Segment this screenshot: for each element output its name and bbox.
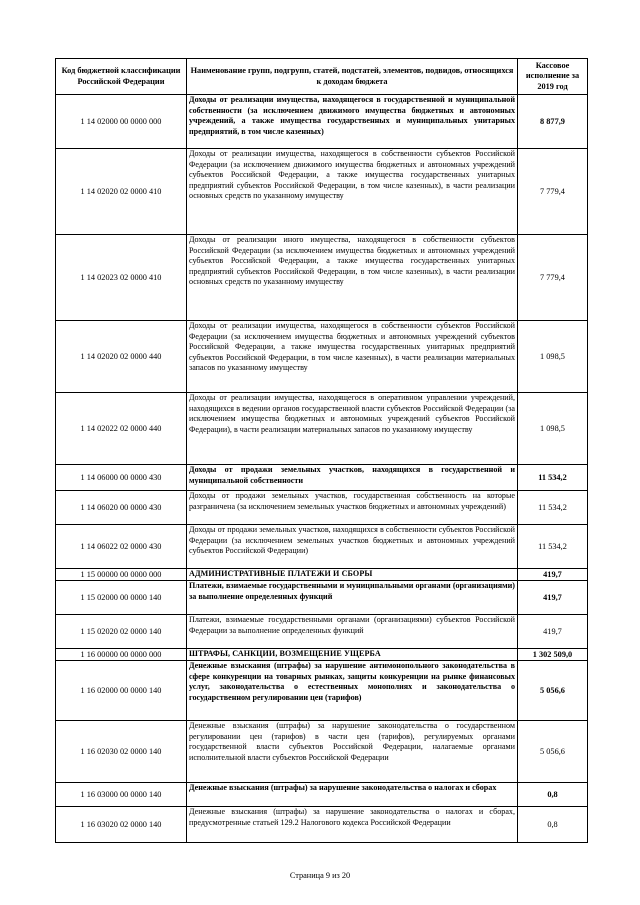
- row-sum: 11 534,2: [518, 525, 588, 569]
- row-sum: 1 302 509,0: [518, 649, 588, 661]
- row-name-text: Доходы от реализации имущества, находящегося в собственности субъектов Российской Федерации (за исключением имущества бюджетных и автономных учреждений субъектов Российской Федерации, а также имущества государственных унитарных предприятий субъектов Российской Федерации, в том числе казенных), в части реализации материальных запасов по указанному имуществу: [189, 321, 515, 373]
- row-name-text: Денежные взыскания (штрафы) за нарушение законодательства о налогах и сборах, предусмотренные статьей 129.2 Налогового кодекса Российской Федерации: [189, 807, 515, 827]
- table-row: [56, 95, 588, 149]
- row-sum: 0,8: [518, 783, 588, 807]
- table-row: [56, 721, 588, 783]
- table-row: [56, 807, 588, 843]
- row-sum: 7 779,4: [518, 235, 588, 321]
- row-code: 1 14 06020 00 0000 430: [56, 491, 187, 525]
- row-name: [187, 393, 518, 465]
- row-sum: 8 877,9: [518, 95, 588, 149]
- row-name: [187, 525, 518, 569]
- row-name-text: Доходы от продажи земельных участков, государственная собственность на которые разграничена (за исключением земельных участков бюджетных и автономных учреждений): [189, 491, 515, 511]
- header-name: Наименование групп, подгрупп, статей, подстатей, элементов, подвидов, относящихся к доходам бюджета: [187, 59, 518, 95]
- table-row: [56, 149, 588, 235]
- row-code: 1 14 02000 00 0000 000: [56, 95, 187, 149]
- table-row: [56, 649, 588, 661]
- row-code: 1 16 03000 00 0000 140: [56, 783, 187, 807]
- row-code: 1 16 03020 02 0000 140: [56, 807, 187, 843]
- row-sum: 5 056,6: [518, 721, 588, 783]
- row-name: [187, 783, 518, 807]
- row-sum: 1 098,5: [518, 393, 588, 465]
- row-code: 1 14 02020 02 0000 440: [56, 321, 187, 393]
- table-row: [56, 393, 588, 465]
- row-sum: 419,7: [518, 581, 588, 615]
- budget-revenue-table: [55, 58, 588, 843]
- row-code: 1 14 02022 02 0000 440: [56, 393, 187, 465]
- row-name: [187, 491, 518, 525]
- row-name: [187, 807, 518, 843]
- row-name: [187, 321, 518, 393]
- row-sum: 419,7: [518, 615, 588, 649]
- row-code: 1 14 06022 02 0000 430: [56, 525, 187, 569]
- row-name: [187, 235, 518, 321]
- table-row: [56, 569, 588, 581]
- row-name-text: Денежные взыскания (штрафы) за нарушение законодательства о государственном регулировании цен (тарифов) в части цен (тарифов), регулируемых органами государственной власти субъектов Российской Федерации, налагаемые органами исполнительной власти субъектов Российской Федерации: [189, 721, 515, 762]
- row-name-text: ШТРАФЫ, САНКЦИИ, ВОЗМЕЩЕНИЕ УЩЕРБА: [189, 649, 381, 659]
- row-sum: 0,8: [518, 807, 588, 843]
- row-name-text: Доходы от реализации имущества, находящегося в оперативном управлении учреждений, находящихся в ведении органов государственной власти субъектов Российской Федерации (за исключением имущества бюджетных и автономных учреждений субъектов Российской Федерации), в части реализации материальных запасов по указанному имуществу: [189, 393, 515, 434]
- row-name-text: Доходы от продажи земельных участков, находящихся в государственной и муниципальной собственности: [189, 465, 515, 485]
- header-code: Код бюджетной классификации Российской Федерации: [56, 59, 187, 95]
- row-name-text: Доходы от реализации имущества, находящегося в государственной и муниципальной собственности (за исключением движимого имущества бюджетных и автономных учреждений, а также имущества государственных и муниципальных унитарных предприятий, в том числе казенных): [189, 95, 515, 136]
- table-row: [56, 581, 588, 615]
- row-sum: 419,7: [518, 569, 588, 581]
- row-name: [187, 149, 518, 235]
- row-name: [187, 569, 518, 581]
- table-header-row: [56, 59, 588, 95]
- table-row: [56, 615, 588, 649]
- row-code: 1 15 02020 02 0000 140: [56, 615, 187, 649]
- header-sum: Кассовое исполнение за 2019 год: [518, 59, 588, 95]
- row-code: 1 14 02023 02 0000 410: [56, 235, 187, 321]
- row-name: [187, 615, 518, 649]
- row-name: [187, 581, 518, 615]
- row-code: 1 14 06000 00 0000 430: [56, 465, 187, 491]
- row-code: 1 15 00000 00 0000 000: [56, 569, 187, 581]
- row-code: 1 15 02000 00 0000 140: [56, 581, 187, 615]
- row-name: [187, 465, 518, 491]
- table-row: [56, 235, 588, 321]
- row-name-text: Доходы от реализации иного имущества, находящегося в собственности субъектов Российской Федерации (за исключением имущества бюджетных и автономных учреждений субъектов Российской Федерации, а также имущества государственных унитарных предприятий субъектов Российской Федерации, в том числе казенных), в части реализации основных средств по указанному имуществу: [189, 235, 515, 287]
- row-code: 1 16 02030 02 0000 140: [56, 721, 187, 783]
- row-code: 1 16 00000 00 0000 000: [56, 649, 187, 661]
- table-row: [56, 321, 588, 393]
- row-code: 1 16 02000 00 0000 140: [56, 661, 187, 721]
- row-name-text: Платежи, взимаемые государственными и муниципальными органами (организациями) за выполнение определенных функций: [189, 581, 515, 601]
- row-code: 1 14 02020 02 0000 410: [56, 149, 187, 235]
- row-sum: 5 056,6: [518, 661, 588, 721]
- row-name: [187, 661, 518, 721]
- page-number: Страница 9 из 20: [289, 871, 351, 880]
- row-name-text: Доходы от реализации имущества, находящегося в собственности субъектов Российской Федерации (за исключением движимого имущества бюджетных и автономных учреждений субъектов Российской Федерации, а также имущества государственных унитарных предприятий субъектов Российской Федерации, в том числе казенных), в части реализации основных средств по указанному имуществу: [189, 149, 515, 201]
- row-sum: 1 098,5: [518, 321, 588, 393]
- table-row: [56, 525, 588, 569]
- row-name-text: Платежи, взимаемые государственными органами (организациями) субъектов Российской Федерации за выполнение определенных функций: [189, 615, 515, 635]
- table-row: [56, 491, 588, 525]
- row-name-text: АДМИНИСТРАТИВНЫЕ ПЛАТЕЖИ И СБОРЫ: [189, 569, 373, 579]
- row-sum: 11 534,2: [518, 465, 588, 491]
- row-name: [187, 721, 518, 783]
- document-page: [55, 58, 587, 843]
- row-name: [187, 95, 518, 149]
- row-name-text: Денежные взыскания (штрафы) за нарушение законодательства о налогах и сборах: [189, 783, 497, 792]
- table-row: [56, 783, 588, 807]
- row-sum: 11 534,2: [518, 491, 588, 525]
- table-row: [56, 661, 588, 721]
- row-name: [187, 649, 518, 661]
- row-name-text: Доходы от продажи земельных участков, находящихся в собственности субъектов Российской Федерации (за исключением земельных участков бюджетных и автономных учреждений субъектов Российской Федерации): [189, 525, 515, 556]
- table-row: [56, 465, 588, 491]
- row-name-text: Денежные взыскания (штрафы) за нарушение антимонопольного законодательства в сфере конкуренции на товарных рынках, защиты конкуренции на рынке финансовых услуг, законодательства о естественных монополиях и законодательства о государственном регулировании цен (тарифов): [189, 661, 515, 702]
- row-sum: 7 779,4: [518, 149, 588, 235]
